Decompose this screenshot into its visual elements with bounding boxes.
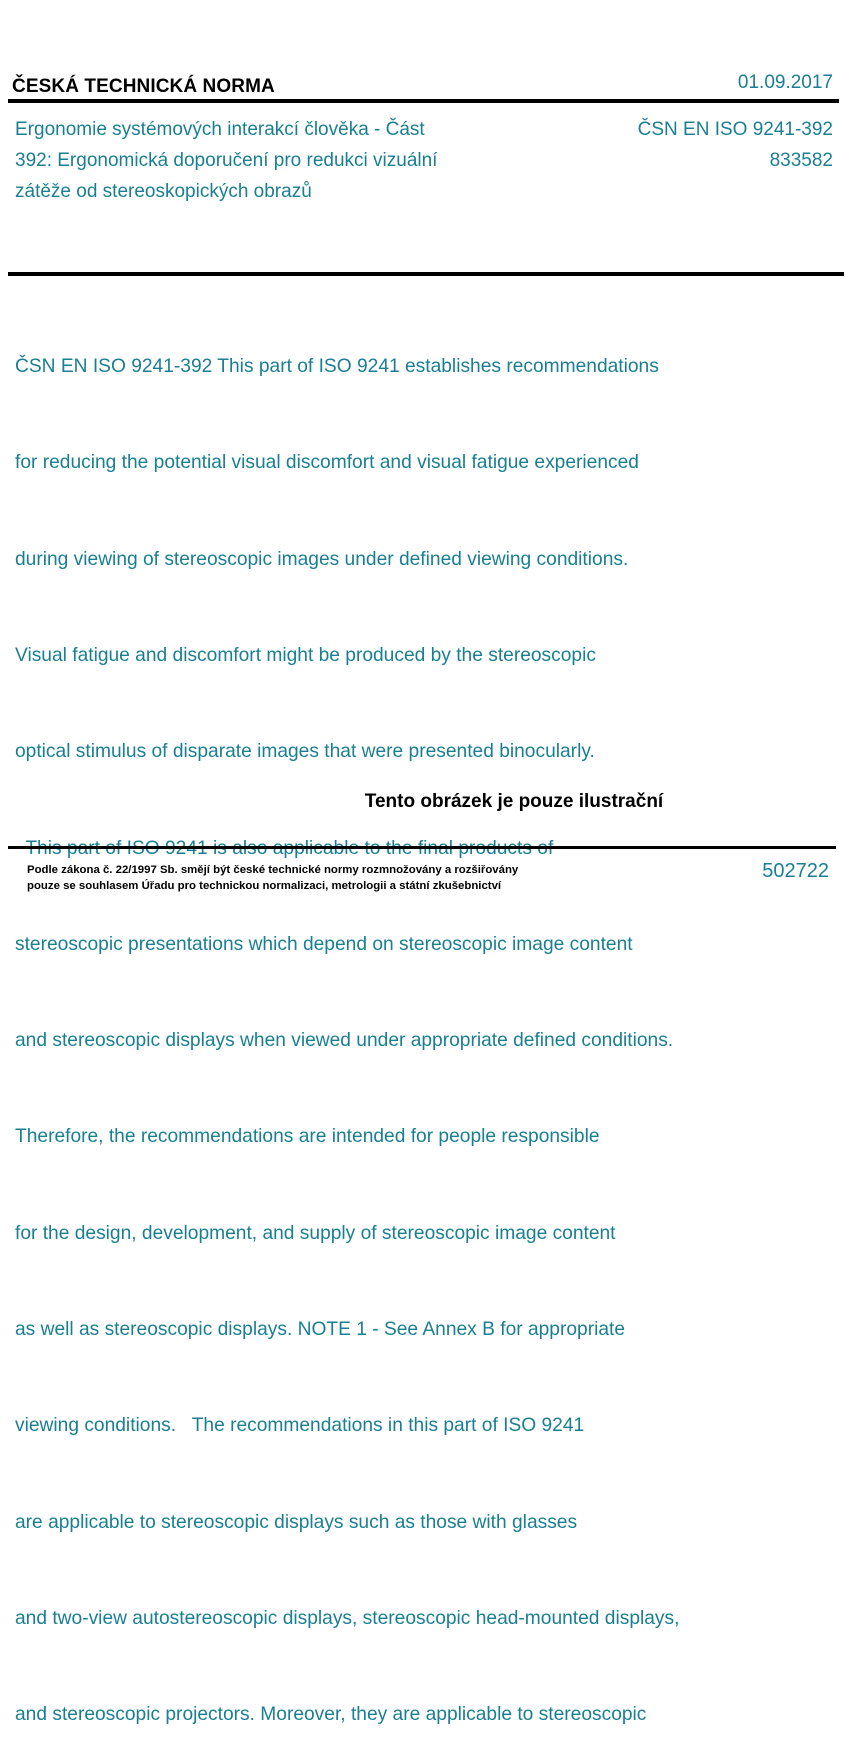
standard-identifier [638,114,833,176]
abstract-line: and two-view autostereoscopic displays, stereoscopic head-mounted displays, [15,1607,680,1629]
standard-title-line: 392: Ergonomická doporučení pro redukci vizuální [15,150,438,171]
standard-code: ČSN EN ISO 9241-392 [637,119,833,140]
legal-line: Podle zákona č. 22/1997 Sb. smějí být české technické normy rozmnožovány a rozšiřovány [27,864,519,876]
abstract-line: optical stimulus of disparate images that were presented binocularly. [15,741,595,763]
abstract-line: ČSN EN ISO 9241-392 This part of ISO 9241 establishes recommendations [15,356,659,378]
abstract-line: Therefore, the recommendations are intended for people responsible [15,1126,600,1148]
legal-line: pouze se souhlasem Úřadu pro technickou normalizaci, metrologii a státní zkušebnictví [27,879,502,892]
legal-notice [27,863,518,894]
abstract-line: are applicable to stereoscopic displays such as those with glasses [15,1511,578,1533]
header-rule [8,99,839,103]
abstract-line: as well as stereoscopic displays. NOTE 1 - See Annex B for appropriate [15,1319,626,1340]
abstract-line: for the design, development, and supply of stereoscopic image content [15,1222,616,1244]
norm-heading: ČESKÁ TECHNICKÁ NORMA [12,76,275,97]
abstract-line: and stereoscopic displays when viewed under appropriate defined conditions. [15,1030,674,1052]
abstract-line: viewing conditions. The recommendations in this part of ISO 9241 [15,1415,585,1437]
abstract-line: for reducing the potential visual discomfort and visual fatigue experienced [15,452,639,474]
footer-rule [8,846,836,849]
abstract-line: Visual fatigue and discomfort might be produced by the stereoscopic [15,645,596,667]
abstract-text [15,287,679,1763]
section-rule [8,272,844,276]
standard-title-line: zátěže od stereoskopických obrazů [15,181,312,202]
abstract-line: and stereoscopic projectors. Moreover, they are applicable to stereoscopic [15,1704,647,1726]
illustration-note: Tento obrázek je pouze ilustrační [364,791,664,812]
abstract-line: stereoscopic presentations which depend on stereoscopic image content [15,933,633,955]
abstract-line: during viewing of stereoscopic images under defined viewing conditions. [15,548,629,570]
document-number: 502722 [762,860,829,882]
publication-date: 01.09.2017 [737,72,833,93]
standard-title-line: Ergonomie systémových interakcí člověka - Část [15,119,425,140]
standard-title [15,114,535,207]
catalog-number: 833582 [769,150,833,171]
